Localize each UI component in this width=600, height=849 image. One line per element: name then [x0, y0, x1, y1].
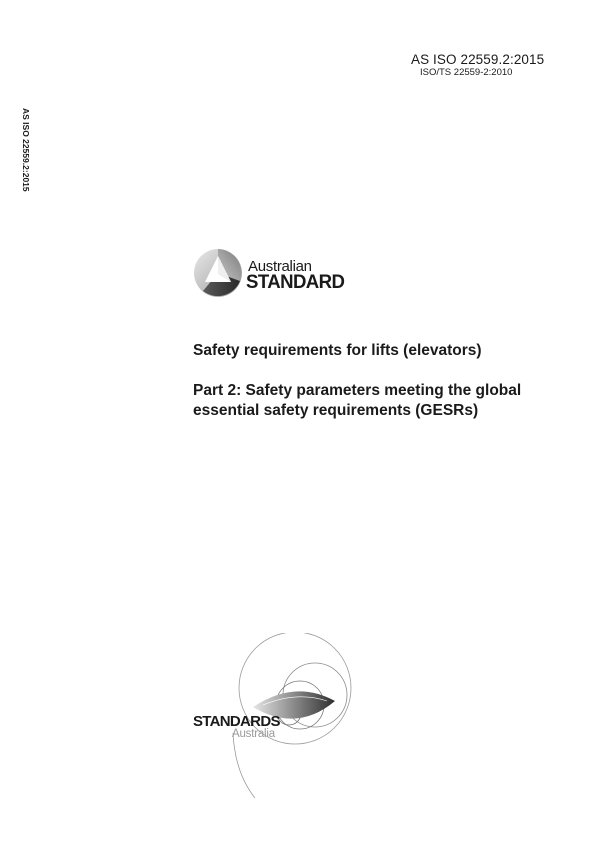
publisher-wordmark-australia: Australia [232, 728, 275, 740]
document-subtitle: Part 2: Safety parameters meeting the global essential safety requirements (GESRs) [193, 382, 522, 419]
spine-label: AS ISO 22559.2:2015 [21, 108, 31, 192]
australian-standard-logo-icon [193, 248, 243, 298]
standard-number: AS ISO 22559.2:2015 [411, 52, 545, 67]
logo-wordmark-australian: Australian [248, 258, 312, 275]
logo-wordmark-standard: STANDARD [246, 272, 345, 293]
document-title: Safety requirements for lifts (elevators) [193, 342, 482, 359]
publisher-wordmark-standards: STANDARDS [193, 713, 280, 730]
iso-reference-number: ISO/TS 22559-2:2010 [420, 67, 513, 78]
